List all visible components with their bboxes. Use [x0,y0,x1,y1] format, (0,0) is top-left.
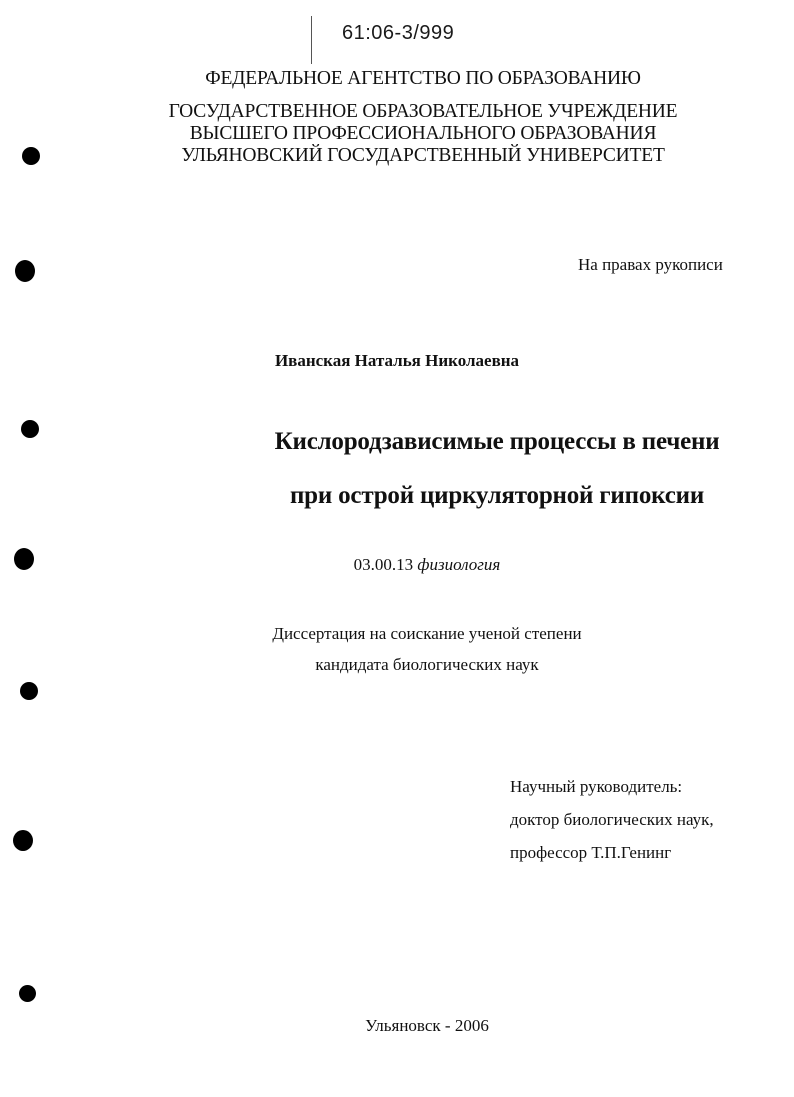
punch-hole [15,260,35,282]
punch-hole [20,682,38,700]
agency-name: ФЕДЕРАЛЬНОЕ АГЕНТСТВО ПО ОБРАЗОВАНИЮ [205,68,641,89]
specialty-code: 03.00.13 [353,555,414,574]
title-line-2: при острой циркуляторной гипоксии [289,482,705,509]
institution-line-1: ГОСУДАРСТВЕННОЕ ОБРАЗОВАТЕЛЬНОЕ УЧРЕЖДЕНИЕ [168,101,678,122]
specialty [30,555,794,575]
advisor-label: Научный руководитель: [510,777,683,796]
title-line-1: Кислородзависимые процессы в печени [274,428,720,455]
place-and-year: Ульяновск - 2006 [365,1016,489,1035]
library-stamp-code: 61:06-3/999 [342,22,455,44]
institution-line-3: УЛЬЯНОВСКИЙ ГОСУДАРСТВЕННЫЙ УНИВЕРСИТЕТ [181,145,665,166]
punch-hole [19,985,36,1002]
manuscript-rights-note: На правах рукописи [578,255,723,274]
specialty-name: физиология [417,555,501,574]
punch-hole [13,830,33,851]
dissertation-line-2: кандидата биологических наук [315,655,539,674]
author-name: Иванская Наталья Николаевна [274,351,520,370]
institution-line-2: ВЫСШЕГО ПРОФЕССИОНАЛЬНОГО ОБРАЗОВАНИЯ [189,123,657,144]
punch-hole [22,147,40,165]
advisor-name: профессор Т.П.Генинг [510,843,672,862]
punch-hole [21,420,39,438]
dissertation-line-1: Диссертация на соискание ученой степени [272,624,582,643]
stamp-margin-line [311,16,312,64]
punch-hole [14,548,34,570]
advisor-degree: доктор биологических наук, [510,810,714,829]
